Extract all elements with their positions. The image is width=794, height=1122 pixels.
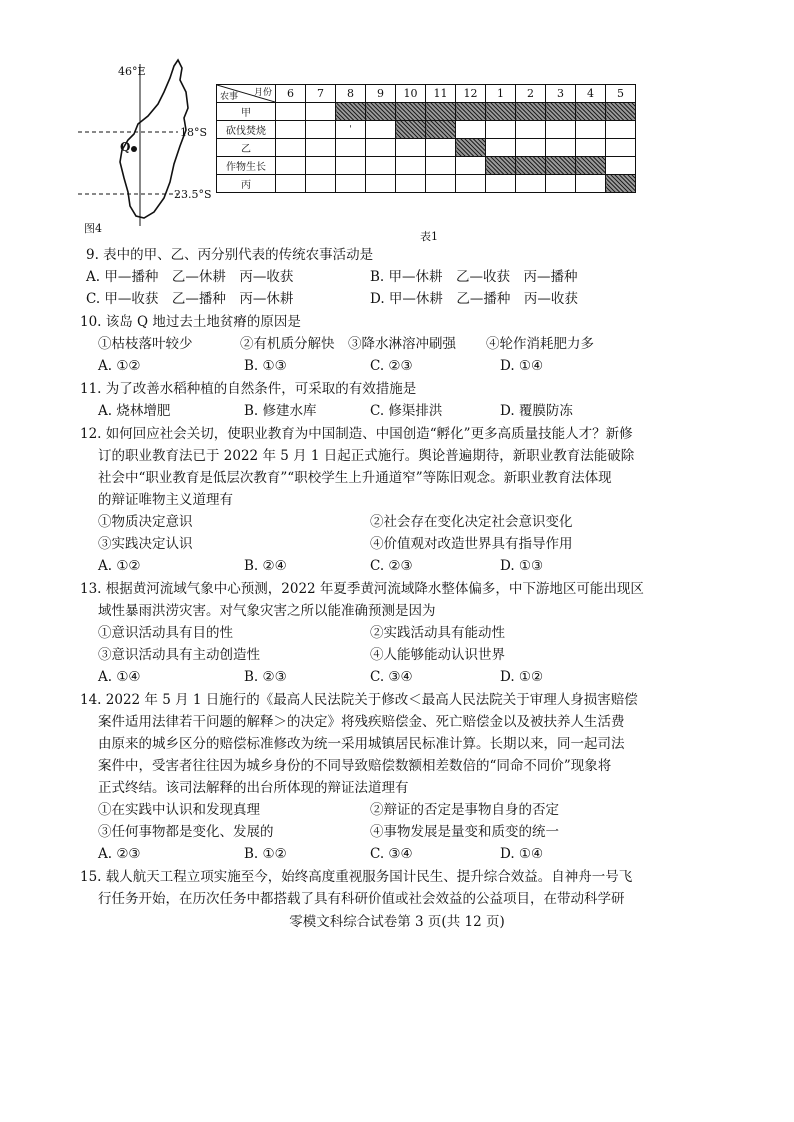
empty-cell [276,175,306,193]
q9-option-c: C. 甲—收获 乙—播种 丙—休耕 [86,291,294,307]
empty-cell [336,139,366,157]
table-row [217,103,636,121]
empty-cell [606,139,636,157]
shaded-cell [516,157,546,175]
q12-item-2: ②社会存在变化决定社会意识变化 [370,514,573,530]
row-label: 作物生长 [217,157,276,175]
shaded-cell [606,175,636,193]
empty-cell [276,121,306,139]
row-label: 砍伐焚烧 [217,121,276,139]
q11-option-a: A. 烧林增肥 [98,403,171,419]
q11-option-b: B. 修建水库 [244,403,317,419]
empty-cell [366,157,396,175]
empty-cell [336,175,366,193]
q10-item-1: ①枯枝落叶较少 [98,336,193,352]
q13-line-2: 域性暴雨洪涝灾害。对气象灾害之所以能准确预测是因为 [98,603,436,619]
empty-cell [306,139,336,157]
q14-item-4: ④事物发展是量变和质变的统一 [370,824,559,840]
q14-item-1: ①在实践中认识和发现真理 [98,802,260,818]
q14-option-c: C. ③④ [370,846,413,862]
q13-option-b: B. ②③ [244,669,287,685]
month-header-cell: 4 [576,85,606,103]
q15-line-1: 15. 载人航天工程立项实施至今，始终高度重视服务国计民生、提升综合效益。自神舟一号飞 [80,869,633,885]
empty-cell [276,103,306,121]
empty-cell [306,103,336,121]
q13-option-d: D. ①② [500,669,544,685]
q12-line-3: 社会中“职业教育是低层次教育”“职校学生上升通道窄”等陈旧观念。新职业教育法体现 [98,470,612,486]
q10-item-3: ③降水淋溶冲刷强 [348,336,456,352]
q10-option-b: B. ①③ [244,358,287,374]
empty-cell [576,139,606,157]
empty-cell [456,175,486,193]
q13-line-1: 13. 根据黄河流域气象中心预测，2022 年夏季黄河流域降水整体偏多，中下游地区可能出现区 [80,581,644,597]
row-label: 甲 [217,103,276,121]
table-caption: 表1 [420,230,438,243]
empty-cell [576,121,606,139]
empty-cell [486,121,516,139]
map-caption: 图4 [84,222,102,235]
shaded-cell [576,103,606,121]
q13-item-1: ①意识活动具有目的性 [98,625,233,641]
empty-cell [546,121,576,139]
shaded-cell [336,103,366,121]
empty-cell [426,157,456,175]
q13-option-c: C. ③④ [370,669,413,685]
month-header-cell: 5 [606,85,636,103]
month-header-cell: 9 [366,85,396,103]
shaded-cell [606,103,636,121]
q14-item-2: ②辩证的否定是事物自身的否定 [370,802,559,818]
empty-cell [336,121,366,139]
empty-cell [546,139,576,157]
header-month-label: 月份 [253,88,272,98]
tick-mark-icon: ˈ [349,125,352,136]
q12-option-a: A. ①② [98,558,141,574]
shaded-cell [396,103,426,121]
shaded-cell [486,157,516,175]
q14-option-d: D. ①④ [500,846,544,862]
shaded-cell [426,103,456,121]
month-header-cell: 2 [516,85,546,103]
q14-line-2: 案件适用法律若干问题的解释＞的决定》将残疾赔偿金、死亡赔偿金以及被扶养人生活费 [98,714,625,730]
q11-stem: 11. 为了改善水稻种植的自然条件，可采取的有效措施是 [80,381,417,397]
q12-line-1: 12. 如何回应社会关切，使职业教育为中国制造、中国创造“孵化”更多高质量技能人才？新修 [80,426,633,442]
month-header-cell: 1 [486,85,516,103]
q10-stem: 10. 该岛 Q 地过去土地贫瘠的原因是 [80,314,301,330]
q12-item-1: ①物质决定意识 [98,514,193,530]
empty-cell [576,175,606,193]
q13-item-4: ④人能够能动认识世界 [370,647,505,663]
q10-option-a: A. ①② [98,358,141,374]
table-row [217,139,636,157]
empty-cell [306,121,336,139]
table-corner-cell [217,85,276,103]
shaded-cell [516,103,546,121]
empty-cell [486,139,516,157]
empty-cell [396,139,426,157]
empty-cell [516,175,546,193]
row-label: 丙 [217,175,276,193]
q12-line-2: 订的职业教育法已于 2022 年 5 月 1 日起正式施行。舆论普遍期待，新职业教育法能破除 [98,448,635,464]
page-footer: 零模文科综合试卷第 3 页(共 12 页) [289,914,505,930]
empty-cell [366,139,396,157]
month-header-cell: 8 [336,85,366,103]
latitude-18-label: 18°S [180,126,208,139]
empty-cell [336,157,366,175]
shaded-cell [456,103,486,121]
longitude-label: 46°E [118,65,146,78]
q12-item-3: ③实践决定认识 [98,536,193,552]
shaded-cell [486,103,516,121]
q10-option-d: D. ①④ [500,358,544,374]
empty-cell [426,175,456,193]
q12-option-c: C. ②③ [370,558,413,574]
empty-cell [276,157,306,175]
empty-cell [606,157,636,175]
shaded-cell [396,121,426,139]
month-header-cell: 12 [456,85,486,103]
empty-cell [426,139,456,157]
empty-cell [606,121,636,139]
month-header-cell: 10 [396,85,426,103]
q14-option-a: A. ②③ [98,846,141,862]
month-header-cell: 7 [306,85,336,103]
table-row [217,175,636,193]
shaded-cell [546,157,576,175]
q14-line-1: 14. 2022 年 5 月 1 日施行的《最高人民法院关于修改＜最高人民法院关于审理人身损害赔偿 [80,692,638,708]
month-header-cell: 11 [426,85,456,103]
q12-item-4: ④价值观对改造世界具有指导作用 [370,536,573,552]
q13-item-2: ②实践活动具有能动性 [370,625,505,641]
q11-option-c: C. 修渠排洪 [370,403,443,419]
shaded-cell [576,157,606,175]
q9-option-a: A. 甲—播种 乙—休耕 丙—收获 [86,269,294,285]
empty-cell [456,121,486,139]
empty-cell [486,175,516,193]
q9-stem: 9. 表中的甲、乙、丙分别代表的传统农事活动是 [86,247,374,263]
table-row [217,157,636,175]
island-outline-icon [78,58,228,238]
q13-option-a: A. ①④ [98,669,141,685]
q15-line-2: 行任务开始，在历次任务中都搭载了具有科研价值或社会效益的公益项目，在带动科学研 [98,891,625,907]
latitude-23-label: 23.5°S [174,188,212,201]
q9-option-d: D. 甲—休耕 乙—播种 丙—收获 [370,291,578,307]
q14-option-b: B. ①② [244,846,287,862]
q10-item-4: ④轮作消耗肥力多 [486,336,594,352]
madagascar-map [78,58,228,238]
q14-line-4: 案件中，受害者往往因为城乡身份的不同导致赔偿数额相差数倍的“同命不同价”现象将 [98,758,612,774]
row-label: 乙 [217,139,276,157]
empty-cell [546,175,576,193]
empty-cell [366,121,396,139]
month-header-cell: 3 [546,85,576,103]
empty-cell [306,157,336,175]
month-header-cell: 6 [276,85,306,103]
q10-option-c: C. ②③ [370,358,413,374]
empty-cell [306,175,336,193]
farming-calendar-table [216,84,636,193]
q12-option-b: B. ②④ [244,558,287,574]
q14-line-5: 正式终结。该司法解释的出台所体现的辩证法道理有 [98,780,409,796]
empty-cell [456,157,486,175]
q10-item-2: ②有机质分解快 [240,336,335,352]
point-q-label: Q [120,140,131,154]
empty-cell [276,139,306,157]
shaded-cell [366,103,396,121]
header-work-label: 农事 [220,92,239,102]
table-header-row [217,85,636,103]
q14-item-3: ③任何事物都是变化、发展的 [98,824,274,840]
empty-cell [516,121,546,139]
q11-option-d: D. 覆膜防冻 [500,403,573,419]
table-row [217,121,636,139]
q9-option-b: B. 甲—休耕 乙—收获 丙—播种 [370,269,578,285]
q14-line-3: 由原来的城乡区分的赔偿标准修改为统一采用城镇居民标准计算。长期以来，同一起司法 [98,736,625,752]
empty-cell [396,157,426,175]
empty-cell [396,175,426,193]
shaded-cell [426,121,456,139]
empty-cell [366,175,396,193]
q12-option-d: D. ①③ [500,558,544,574]
empty-cell [516,139,546,157]
q13-item-3: ③意识活动具有主动创造性 [98,647,260,663]
q12-line-4: 的辩证唯物主义道理有 [98,492,233,508]
shaded-cell [546,103,576,121]
shaded-cell [456,139,486,157]
